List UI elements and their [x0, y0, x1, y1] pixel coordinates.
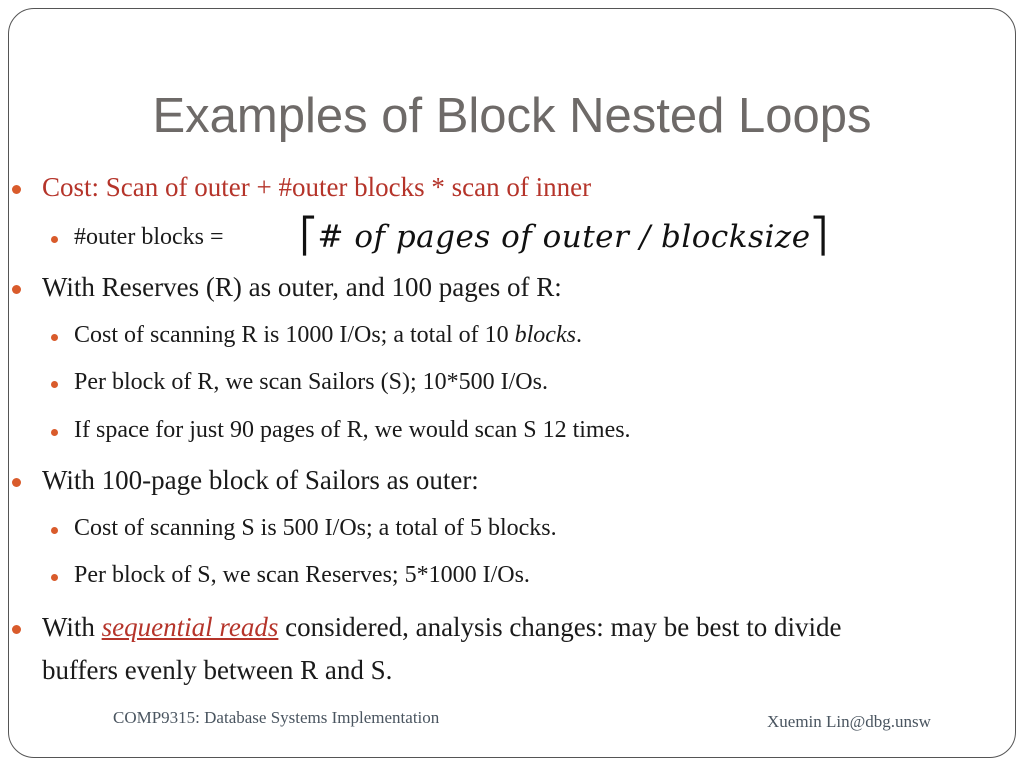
bullet-text-cont: considered, analysis changes: may be best to divide — [278, 612, 842, 642]
sub-bullet-per-block-r — [74, 369, 548, 396]
bullet-cost-formula — [42, 172, 591, 203]
bullet-text-end: . — [575, 322, 582, 348]
sub-bullet-per-block-s — [74, 562, 530, 589]
formula-body: # of pages of outer / blocksize — [317, 219, 811, 255]
bullet-sequential-reads-line2 — [42, 655, 392, 686]
bullet-emphasis: blocks — [514, 322, 576, 348]
ceiling-formula — [300, 216, 828, 256]
bullet-text: Per block of S, we scan Reserves; 5*1000 I/Os. — [74, 562, 530, 588]
sub-bullet-scan-s-cost — [74, 515, 557, 542]
bullet-dot — [12, 478, 21, 487]
bullet-text: Cost of scanning S is 500 I/Os; a total of 5 blocks. — [74, 515, 557, 541]
bullet-dot — [51, 236, 58, 243]
bullet-reserves-outer — [42, 272, 562, 303]
bullet-text: buffers evenly between R and S. — [42, 655, 393, 685]
slide-title: Examples of Block Nested Loops — [152, 89, 872, 143]
sub-bullet-90-pages — [74, 417, 631, 444]
bullet-sequential-reads — [42, 612, 842, 643]
bullet-text: With Reserves (R) as outer, and 100 pages of R: — [42, 272, 562, 302]
bullet-text: Cost: Scan of outer + #outer blocks * scan of inner — [42, 172, 592, 202]
bullet-dot — [51, 334, 58, 341]
bullet-dot — [51, 381, 58, 388]
sequential-reads-link[interactable]: sequential reads — [101, 612, 279, 642]
ceiling-right-bracket: ⎤ — [810, 216, 829, 256]
bullet-text: Cost of scanning R is 1000 I/Os; a total of 10 — [74, 322, 515, 348]
bullet-text: If space for just 90 pages of R, we would scan S 12 times. — [74, 417, 631, 443]
bullet-dot — [51, 429, 58, 436]
bullet-dot — [12, 185, 21, 194]
sub-bullet-scan-r-cost — [74, 322, 582, 349]
ceiling-left-bracket: ⎡ — [300, 216, 318, 256]
footer-course: COMP9315: Database Systems Implementation — [113, 708, 440, 727]
bullet-dot — [12, 625, 21, 634]
bullet-text: #outer blocks = — [74, 224, 224, 250]
bullet-dot — [12, 285, 21, 294]
bullet-dot — [51, 574, 58, 581]
sub-bullet-outer-blocks — [74, 224, 224, 251]
bullet-text: With — [42, 612, 102, 642]
bullet-text: With 100-page block of Sailors as outer: — [42, 465, 479, 495]
bullet-sailors-outer — [42, 465, 479, 496]
bullet-text: Per block of R, we scan Sailors (S); 10*500 I/Os. — [74, 369, 548, 395]
bullet-dot — [51, 527, 58, 534]
footer-author: Xuemin Lin@dbg.unsw — [767, 712, 931, 731]
